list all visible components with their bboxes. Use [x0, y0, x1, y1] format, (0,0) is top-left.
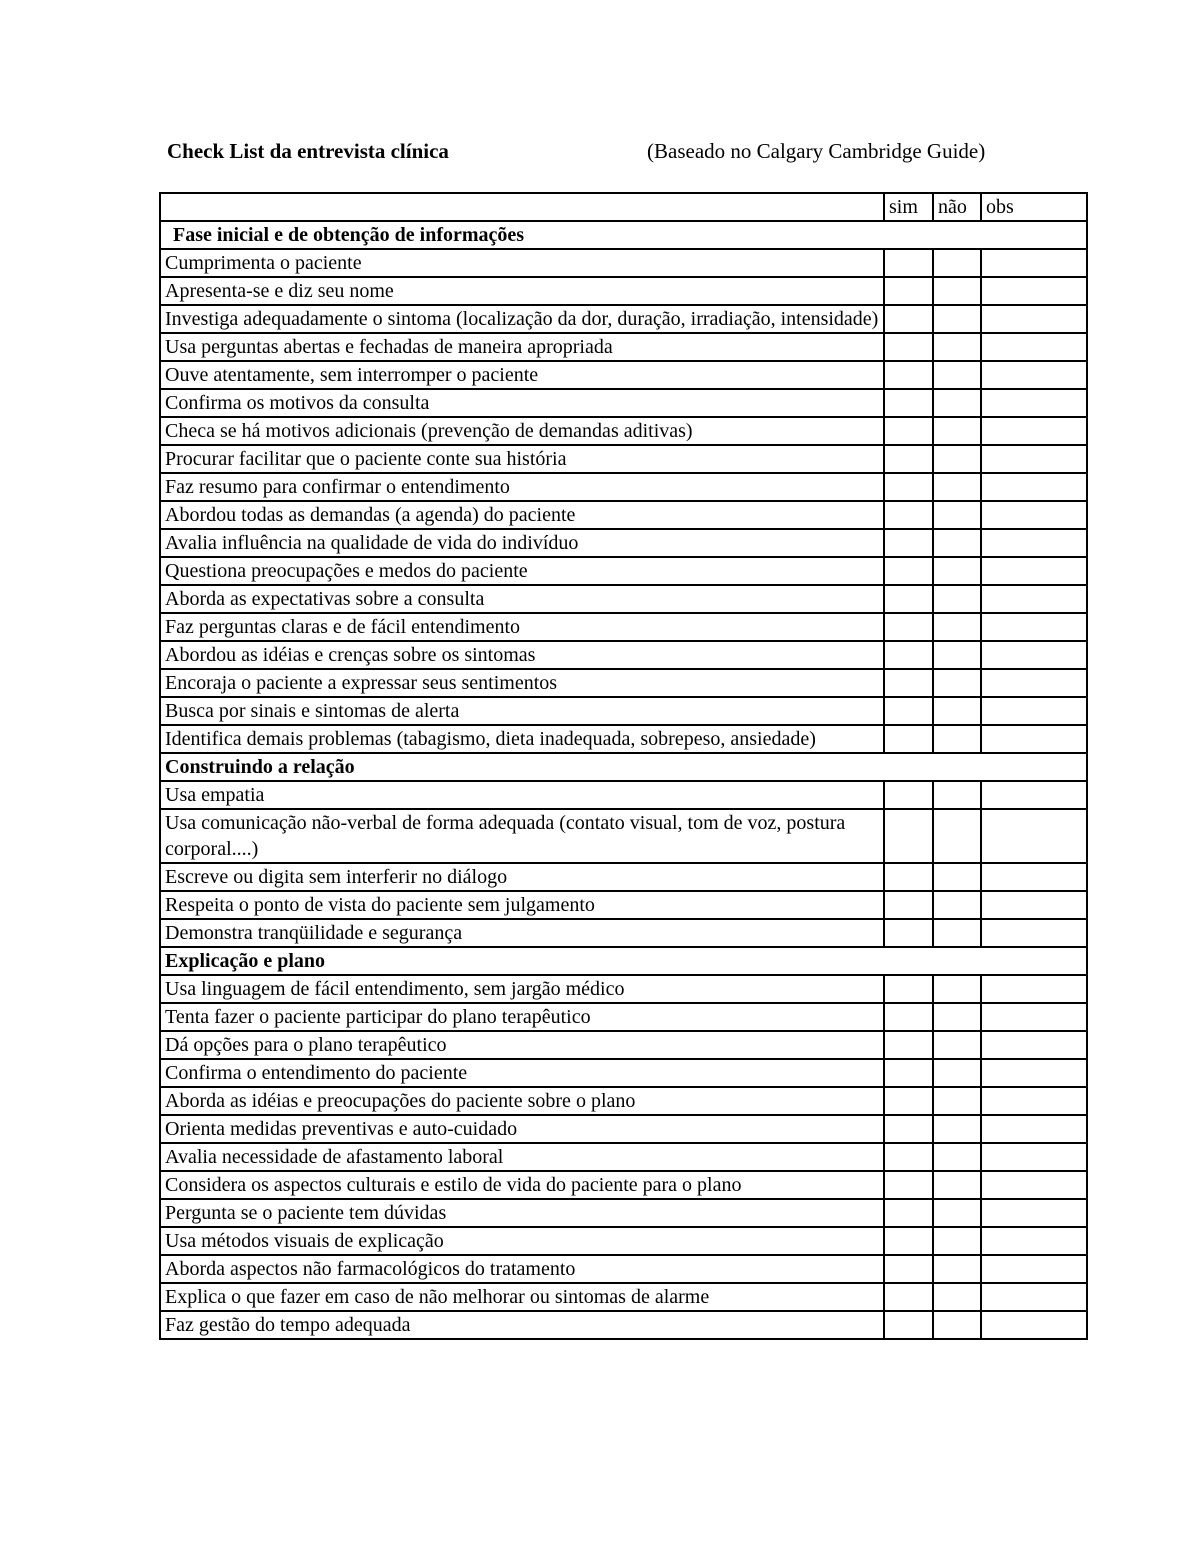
checklist-row [160, 1283, 1087, 1311]
checklist-item-text: Faz resumo para confirmar o entendimento [160, 473, 884, 501]
checklist-item-text: Usa linguagem de fácil entendimento, sem jargão médico [160, 975, 884, 1003]
sim-cell[interactable] [884, 1087, 933, 1115]
checklist-row [160, 697, 1087, 725]
obs-cell[interactable] [981, 809, 1087, 863]
obs-cell[interactable] [981, 585, 1087, 613]
sim-cell[interactable] [884, 1059, 933, 1087]
obs-cell[interactable] [981, 305, 1087, 333]
section-header-row [160, 947, 1087, 975]
checklist-row [160, 613, 1087, 641]
checklist-row [160, 1059, 1087, 1087]
nao-cell[interactable] [933, 277, 981, 305]
header-item-cell [160, 193, 884, 221]
obs-cell[interactable] [981, 1143, 1087, 1171]
checklist-item-text: Procurar facilitar que o paciente conte sua história [160, 445, 884, 473]
checklist-row [160, 1003, 1087, 1031]
checklist-body [160, 193, 1087, 1339]
obs-cell[interactable] [981, 1311, 1087, 1339]
checklist-row [160, 305, 1087, 333]
checklist-item-text: Confirma os motivos da consulta [160, 389, 884, 417]
obs-cell[interactable] [981, 1255, 1087, 1283]
nao-cell[interactable] [933, 975, 981, 1003]
checklist-item-text: Escreve ou digita sem interferir no diálogo [160, 863, 884, 891]
column-header-nao: não [933, 193, 981, 221]
checklist-item-text: Aborda aspectos não farmacológicos do tratamento [160, 1255, 884, 1283]
checklist-row [160, 557, 1087, 585]
checklist-row [160, 333, 1087, 361]
checklist-item-text: Avalia necessidade de afastamento laboral [160, 1143, 884, 1171]
document-title: Check List da entrevista clínica [167, 139, 449, 163]
obs-cell[interactable] [981, 557, 1087, 585]
nao-cell[interactable] [933, 1031, 981, 1059]
sim-cell[interactable] [884, 445, 933, 473]
checklist-table [159, 192, 1088, 1340]
checklist-row [160, 1227, 1087, 1255]
sim-cell[interactable] [884, 975, 933, 1003]
checklist-row [160, 1171, 1087, 1199]
checklist-item-text: Considera os aspectos culturais e estilo de vida do paciente para o plano [160, 1171, 884, 1199]
obs-cell[interactable] [981, 333, 1087, 361]
section-header-row [160, 221, 1087, 249]
nao-cell[interactable] [933, 473, 981, 501]
checklist-item-text: Explica o que fazer em caso de não melhorar ou sintomas de alarme [160, 1283, 884, 1311]
sim-cell[interactable] [884, 585, 933, 613]
obs-cell[interactable] [981, 1115, 1087, 1143]
sim-cell[interactable] [884, 473, 933, 501]
checklist-row [160, 891, 1087, 919]
checklist-item-text: Encoraja o paciente a expressar seus sentimentos [160, 669, 884, 697]
nao-cell[interactable] [933, 697, 981, 725]
sim-cell[interactable] [884, 1283, 933, 1311]
nao-cell[interactable] [933, 613, 981, 641]
sim-cell[interactable] [884, 249, 933, 277]
checklist-row [160, 277, 1087, 305]
checklist-item-text: Dá opções para o plano terapêutico [160, 1031, 884, 1059]
checklist-row [160, 781, 1087, 809]
checklist-row [160, 1255, 1087, 1283]
obs-cell[interactable] [981, 1171, 1087, 1199]
nao-cell[interactable] [933, 919, 981, 947]
sim-cell[interactable] [884, 333, 933, 361]
checklist-item-text: Abordou todas as demandas (a agenda) do paciente [160, 501, 884, 529]
sim-cell[interactable] [884, 1199, 933, 1227]
checklist-item-text: Identifica demais problemas (tabagismo, dieta inadequada, sobrepeso, ansiedade) [160, 725, 884, 753]
nao-cell[interactable] [933, 585, 981, 613]
nao-cell[interactable] [933, 1003, 981, 1031]
checklist-item-text: Ouve atentamente, sem interromper o paciente [160, 361, 884, 389]
checklist-item-text: Avalia influência na qualidade de vida do indivíduo [160, 529, 884, 557]
obs-cell[interactable] [981, 445, 1087, 473]
obs-cell[interactable] [981, 697, 1087, 725]
checklist-row [160, 501, 1087, 529]
sim-cell[interactable] [884, 361, 933, 389]
sim-cell[interactable] [884, 1003, 933, 1031]
nao-cell[interactable] [933, 891, 981, 919]
obs-cell[interactable] [981, 529, 1087, 557]
sim-cell[interactable] [884, 809, 933, 863]
checklist-item-text: Checa se há motivos adicionais (prevenção de demandas aditivas) [160, 417, 884, 445]
sim-cell[interactable] [884, 557, 933, 585]
nao-cell[interactable] [933, 1255, 981, 1283]
nao-cell[interactable] [933, 725, 981, 753]
checklist-item-text: Tenta fazer o paciente participar do plano terapêutico [160, 1003, 884, 1031]
nao-cell[interactable] [933, 1227, 981, 1255]
obs-cell[interactable] [981, 417, 1087, 445]
nao-cell[interactable] [933, 529, 981, 557]
obs-cell[interactable] [981, 389, 1087, 417]
obs-cell[interactable] [981, 249, 1087, 277]
sim-cell[interactable] [884, 891, 933, 919]
checklist-row [160, 473, 1087, 501]
checklist-item-text: Investiga adequadamente o sintoma (localização da dor, duração, irradiação, intensidade) [160, 305, 884, 333]
obs-cell[interactable] [981, 277, 1087, 305]
sim-cell[interactable] [884, 529, 933, 557]
obs-cell[interactable] [981, 863, 1087, 891]
checklist-row [160, 1311, 1087, 1339]
sim-cell[interactable] [884, 389, 933, 417]
sim-cell[interactable] [884, 1115, 933, 1143]
checklist-item-text: Busca por sinais e sintomas de alerta [160, 697, 884, 725]
nao-cell[interactable] [933, 641, 981, 669]
nao-cell[interactable] [933, 1199, 981, 1227]
obs-cell[interactable] [981, 1059, 1087, 1087]
checklist-row [160, 1031, 1087, 1059]
nao-cell[interactable] [933, 445, 981, 473]
nao-cell[interactable] [933, 361, 981, 389]
sim-cell[interactable] [884, 1031, 933, 1059]
obs-cell[interactable] [981, 501, 1087, 529]
checklist-item-text: Usa comunicação não-verbal de forma adequada (contato visual, tom de voz, postura corporal....) [160, 809, 884, 863]
obs-cell[interactable] [981, 919, 1087, 947]
nao-cell[interactable] [933, 249, 981, 277]
nao-cell[interactable] [933, 1115, 981, 1143]
nao-cell[interactable] [933, 1143, 981, 1171]
sim-cell[interactable] [884, 641, 933, 669]
sim-cell[interactable] [884, 1143, 933, 1171]
checklist-row [160, 249, 1087, 277]
section-title: Explicação e plano [160, 947, 1087, 975]
nao-cell[interactable] [933, 1311, 981, 1339]
nao-cell[interactable] [933, 669, 981, 697]
checklist-row [160, 919, 1087, 947]
checklist-item-text: Confirma o entendimento do paciente [160, 1059, 884, 1087]
checklist-item-text: Cumprimenta o paciente [160, 249, 884, 277]
checklist-row [160, 1087, 1087, 1115]
obs-cell[interactable] [981, 1087, 1087, 1115]
nao-cell[interactable] [933, 305, 981, 333]
obs-cell[interactable] [981, 1003, 1087, 1031]
obs-cell[interactable] [981, 1227, 1087, 1255]
nao-cell[interactable] [933, 417, 981, 445]
sim-cell[interactable] [884, 697, 933, 725]
checklist-item-text: Faz gestão do tempo adequada [160, 1311, 884, 1339]
obs-cell[interactable] [981, 361, 1087, 389]
checklist-item-text: Pergunta se o paciente tem dúvidas [160, 1199, 884, 1227]
obs-cell[interactable] [981, 613, 1087, 641]
checklist-row [160, 445, 1087, 473]
checklist-row [160, 725, 1087, 753]
obs-cell[interactable] [981, 641, 1087, 669]
checklist-item-text: Usa perguntas abertas e fechadas de maneira apropriada [160, 333, 884, 361]
checklist-item-text: Orienta medidas preventivas e auto-cuidado [160, 1115, 884, 1143]
checklist-item-text: Usa empatia [160, 781, 884, 809]
nao-cell[interactable] [933, 863, 981, 891]
checklist-row [160, 389, 1087, 417]
document-subtitle: (Baseado no Calgary Cambridge Guide) [647, 139, 986, 163]
checklist-row [160, 529, 1087, 557]
sim-cell[interactable] [884, 417, 933, 445]
section-header-row [160, 753, 1087, 781]
nao-cell[interactable] [933, 1283, 981, 1311]
checklist-row [160, 641, 1087, 669]
sim-cell[interactable] [884, 1311, 933, 1339]
nao-cell[interactable] [933, 1059, 981, 1087]
sim-cell[interactable] [884, 613, 933, 641]
nao-cell[interactable] [933, 1087, 981, 1115]
column-header-obs: obs [981, 193, 1087, 221]
obs-cell[interactable] [981, 669, 1087, 697]
sim-cell[interactable] [884, 277, 933, 305]
sim-cell[interactable] [884, 1227, 933, 1255]
obs-cell[interactable] [981, 725, 1087, 753]
nao-cell[interactable] [933, 781, 981, 809]
checklist-row [160, 1143, 1087, 1171]
nao-cell[interactable] [933, 809, 981, 863]
obs-cell[interactable] [981, 975, 1087, 1003]
sim-cell[interactable] [884, 669, 933, 697]
section-title: Construindo a relação [160, 753, 1087, 781]
sim-cell[interactable] [884, 863, 933, 891]
sim-cell[interactable] [884, 725, 933, 753]
checklist-row [160, 585, 1087, 613]
sim-cell[interactable] [884, 501, 933, 529]
checklist-row [160, 809, 1087, 863]
obs-cell[interactable] [981, 1031, 1087, 1059]
column-header-sim: sim [884, 193, 933, 221]
checklist-row [160, 1199, 1087, 1227]
obs-cell[interactable] [981, 1283, 1087, 1311]
checklist-row [160, 417, 1087, 445]
sim-cell[interactable] [884, 305, 933, 333]
checklist-item-text: Usa métodos visuais de explicação [160, 1227, 884, 1255]
nao-cell[interactable] [933, 557, 981, 585]
obs-cell[interactable] [981, 781, 1087, 809]
checklist-item-text: Aborda as expectativas sobre a consulta [160, 585, 884, 613]
sim-cell[interactable] [884, 1255, 933, 1283]
checklist-row [160, 1115, 1087, 1143]
checklist-row [160, 669, 1087, 697]
nao-cell[interactable] [933, 333, 981, 361]
checklist-item-text: Abordou as idéias e crenças sobre os sintomas [160, 641, 884, 669]
checklist-row [160, 975, 1087, 1003]
section-title: Fase inicial e de obtenção de informações [160, 221, 1087, 249]
obs-cell[interactable] [981, 891, 1087, 919]
checklist-item-text: Aborda as idéias e preocupações do paciente sobre o plano [160, 1087, 884, 1115]
sim-cell[interactable] [884, 781, 933, 809]
sim-cell[interactable] [884, 1171, 933, 1199]
checklist-item-text: Questiona preocupações e medos do paciente [160, 557, 884, 585]
nao-cell[interactable] [933, 1171, 981, 1199]
checklist-item-text: Apresenta-se e diz seu nome [160, 277, 884, 305]
obs-cell[interactable] [981, 1199, 1087, 1227]
obs-cell[interactable] [981, 473, 1087, 501]
checklist-row [160, 863, 1087, 891]
checklist-item-text: Demonstra tranqüilidade e segurança [160, 919, 884, 947]
sim-cell[interactable] [884, 919, 933, 947]
checklist-item-text: Faz perguntas claras e de fácil entendimento [160, 613, 884, 641]
nao-cell[interactable] [933, 389, 981, 417]
checklist-item-text: Respeita o ponto de vista do paciente sem julgamento [160, 891, 884, 919]
checklist-row [160, 361, 1087, 389]
header-row [160, 193, 1087, 221]
nao-cell[interactable] [933, 501, 981, 529]
